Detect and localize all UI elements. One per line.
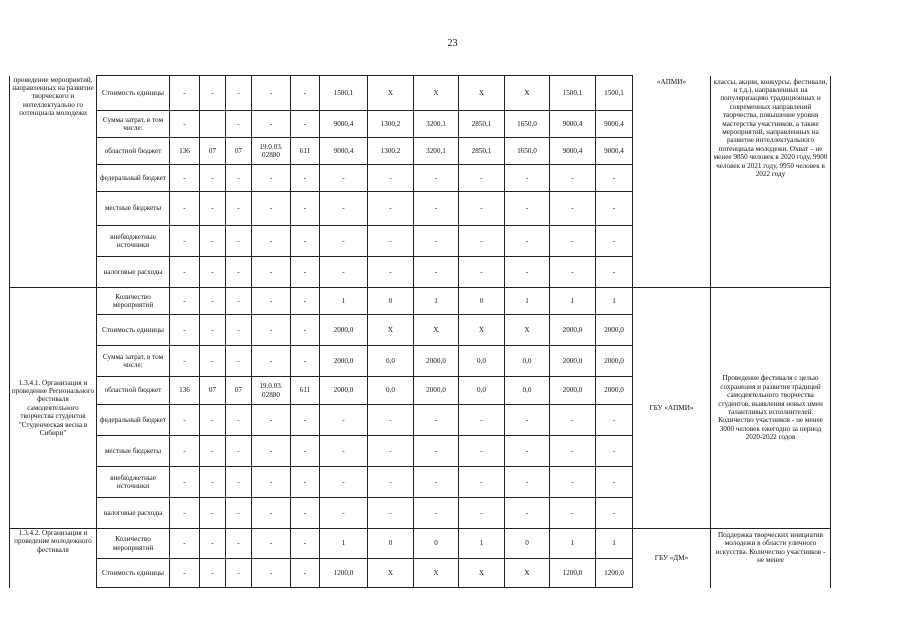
- subsection-code-cell: -: [226, 559, 252, 588]
- year-2020-q-cell: 0: [368, 288, 414, 315]
- year-2022-q-cell: 2850,1: [459, 138, 505, 165]
- year-2021-q-cell: 2000,0: [414, 346, 459, 377]
- section-code-cell: -: [200, 257, 226, 288]
- target-article-cell: 19.0.03. 02880: [252, 138, 291, 165]
- year-2020-q-cell: Х: [368, 559, 414, 588]
- section-code-cell: -: [200, 529, 226, 559]
- expense-type-cell: -: [291, 257, 320, 288]
- year-2021-q-cell: -: [414, 165, 459, 192]
- sum-2-cell: -: [596, 467, 633, 498]
- year-2020-q-cell: -: [368, 436, 414, 467]
- target-article-cell: -: [252, 436, 291, 467]
- sum-2-cell: 1500,1: [596, 76, 633, 111]
- budget-table: [9, 75, 831, 588]
- sum-1-cell: -: [550, 226, 596, 257]
- kbk-code-cell: -: [170, 76, 200, 111]
- year-2020-q-cell: -: [368, 405, 414, 436]
- target-article-cell: -: [252, 315, 291, 346]
- expense-type-cell: -: [291, 76, 320, 111]
- year-2020-q-cell: 0: [368, 529, 414, 559]
- expense-type-cell: -: [291, 315, 320, 346]
- kbk-code-cell: -: [170, 498, 200, 529]
- executor-cell: ГБУ «АПМИ»: [633, 288, 711, 529]
- section-code-cell: -: [200, 226, 226, 257]
- year-2022-q-cell: -: [459, 226, 505, 257]
- row-label: областной бюджет: [97, 377, 170, 405]
- year-2021-q-cell: Х: [414, 76, 459, 111]
- sum-2-cell: -: [596, 192, 633, 226]
- total-cell: -: [320, 436, 368, 467]
- year-2022-q-cell: -: [459, 192, 505, 226]
- section-code-cell: 07: [200, 377, 226, 405]
- year-2020-q-cell: 0,0: [368, 377, 414, 405]
- table-row: [10, 529, 831, 559]
- year-2020-q-cell: 1300,2: [368, 138, 414, 165]
- total-cell: -: [320, 498, 368, 529]
- subsection-code-cell: -: [226, 315, 252, 346]
- subsection-code-cell: -: [226, 111, 252, 138]
- year-x-cell: Х: [505, 76, 550, 111]
- year-2021-q-cell: Х: [414, 315, 459, 346]
- row-label: Стоимость единицы: [97, 315, 170, 346]
- sum-2-cell: 9000,4: [596, 138, 633, 165]
- subsection-code-cell: -: [226, 467, 252, 498]
- expense-type-cell: -: [291, 111, 320, 138]
- expense-type-cell: -: [291, 288, 320, 315]
- year-x-cell: Х: [505, 315, 550, 346]
- table-row: [10, 288, 831, 315]
- kbk-code-cell: -: [170, 467, 200, 498]
- kbk-code-cell: -: [170, 346, 200, 377]
- task-name-cell: 1.3.4.1. Организация и проведение Регионального фестиваля самодеятельного творчества студентов "Студенческая весна в Сибири": [10, 288, 97, 529]
- row-label: Сумма затрат, в том числе:: [97, 346, 170, 377]
- expense-type-cell: -: [291, 529, 320, 559]
- sum-1-cell: -: [550, 498, 596, 529]
- target-article-cell: -: [252, 498, 291, 529]
- subsection-code-cell: -: [226, 288, 252, 315]
- section-code-cell: -: [200, 405, 226, 436]
- kbk-code-cell: -: [170, 165, 200, 192]
- expense-type-cell: -: [291, 226, 320, 257]
- sum-2-cell: 1200,0: [596, 559, 633, 588]
- subsection-code-cell: -: [226, 76, 252, 111]
- target-article-cell: -: [252, 76, 291, 111]
- kbk-code-cell: -: [170, 226, 200, 257]
- row-label: федеральный бюджет: [97, 405, 170, 436]
- subsection-code-cell: -: [226, 165, 252, 192]
- year-2021-q-cell: 3200,1: [414, 111, 459, 138]
- expected-result-cell: Поддержка творческих инициатив молодежи в области уличного искусства. Количество участников - не менее: [711, 529, 831, 588]
- target-article-cell: -: [252, 467, 291, 498]
- section-code-cell: -: [200, 498, 226, 529]
- sum-1-cell: -: [550, 192, 596, 226]
- expense-type-cell: -: [291, 192, 320, 226]
- task-name-cell: 1.3.4.2. Организация и проведение молодежного фестиваля: [10, 529, 97, 588]
- subsection-code-cell: -: [226, 405, 252, 436]
- year-2022-q-cell: Х: [459, 315, 505, 346]
- sum-2-cell: -: [596, 226, 633, 257]
- target-article-cell: -: [252, 257, 291, 288]
- year-x-cell: -: [505, 405, 550, 436]
- sum-1-cell: 9000,4: [550, 111, 596, 138]
- row-label: Сумма затрат, в том числе:: [97, 111, 170, 138]
- year-x-cell: 1650,0: [505, 138, 550, 165]
- year-x-cell: -: [505, 257, 550, 288]
- year-2022-q-cell: Х: [459, 559, 505, 588]
- year-2021-q-cell: 2000,0: [414, 377, 459, 405]
- total-cell: 2000,0: [320, 315, 368, 346]
- target-article-cell: -: [252, 529, 291, 559]
- section-code-cell: -: [200, 192, 226, 226]
- year-x-cell: -: [505, 165, 550, 192]
- row-label: внебюджетные источники: [97, 467, 170, 498]
- year-2020-q-cell: -: [368, 165, 414, 192]
- sum-1-cell: 1: [550, 529, 596, 559]
- sum-1-cell: 2000,0: [550, 377, 596, 405]
- subsection-code-cell: -: [226, 226, 252, 257]
- sum-1-cell: 2000,0: [550, 346, 596, 377]
- sum-2-cell: -: [596, 498, 633, 529]
- total-cell: -: [320, 165, 368, 192]
- sum-1-cell: -: [550, 257, 596, 288]
- sum-2-cell: -: [596, 405, 633, 436]
- sum-1-cell: -: [550, 467, 596, 498]
- table-row: [10, 76, 831, 111]
- year-2021-q-cell: -: [414, 498, 459, 529]
- year-2022-q-cell: -: [459, 467, 505, 498]
- sum-2-cell: 2000,0: [596, 346, 633, 377]
- section-code-cell: -: [200, 467, 226, 498]
- year-2021-q-cell: Х: [414, 559, 459, 588]
- year-x-cell: Х: [505, 559, 550, 588]
- kbk-code-cell: 136: [170, 138, 200, 165]
- sum-2-cell: -: [596, 165, 633, 192]
- sum-1-cell: -: [550, 165, 596, 192]
- sum-1-cell: -: [550, 436, 596, 467]
- row-label: налоговые расходы: [97, 257, 170, 288]
- sum-1-cell: 9000,4: [550, 138, 596, 165]
- year-2021-q-cell: 0: [414, 529, 459, 559]
- expected-result-cell: классы, акции, конкурсы, фестивали, и т.д.), направленных на популяризацию традиционных и современных направлений творчества, повышение уровня мастерства участников, а также мероприятий, направленных на развитие интеллектуального потенциала молодежи. Охват – не менее 9850 человек в 2020 году, 9900 человек в 2021 году, 9950 человек в 2022 году: [711, 76, 831, 288]
- target-article-cell: -: [252, 346, 291, 377]
- year-2022-q-cell: Х: [459, 76, 505, 111]
- section-code-cell: -: [200, 288, 226, 315]
- sum-2-cell: 2000,0: [596, 377, 633, 405]
- target-article-cell: -: [252, 226, 291, 257]
- kbk-code-cell: -: [170, 111, 200, 138]
- expense-type-cell: -: [291, 165, 320, 192]
- sum-2-cell: 1: [596, 288, 633, 315]
- year-2020-q-cell: -: [368, 467, 414, 498]
- year-x-cell: 1650,0: [505, 111, 550, 138]
- year-2020-q-cell: -: [368, 257, 414, 288]
- kbk-code-cell: -: [170, 436, 200, 467]
- total-cell: 1: [320, 288, 368, 315]
- expense-type-cell: -: [291, 436, 320, 467]
- page-number: 23: [447, 38, 458, 49]
- total-cell: -: [320, 192, 368, 226]
- expense-type-cell: 611: [291, 138, 320, 165]
- total-cell: 2000,0: [320, 377, 368, 405]
- year-2022-q-cell: 0,0: [459, 346, 505, 377]
- sum-1-cell: 1: [550, 288, 596, 315]
- sum-1-cell: 2000,0: [550, 315, 596, 346]
- total-cell: -: [320, 467, 368, 498]
- year-2020-q-cell: -: [368, 498, 414, 529]
- expected-result-cell: Проведение фестиваля с целью сохранения и развития традиций самодеятельного творчества студентов, выявления новых имен талантливых исполнителей. Количество участников - не менее 3000 человек ежегодно за период 2020-2022 годов: [711, 288, 831, 529]
- year-2021-q-cell: -: [414, 226, 459, 257]
- subsection-code-cell: 07: [226, 138, 252, 165]
- kbk-code-cell: -: [170, 315, 200, 346]
- row-label: областной бюджет: [97, 138, 170, 165]
- total-cell: -: [320, 257, 368, 288]
- year-2020-q-cell: 1300,2: [368, 111, 414, 138]
- target-article-cell: -: [252, 405, 291, 436]
- row-label: федеральный бюджет: [97, 165, 170, 192]
- year-2022-q-cell: 2850,1: [459, 111, 505, 138]
- year-2021-q-cell: -: [414, 405, 459, 436]
- target-article-cell: -: [252, 559, 291, 588]
- task-name-cell: проведение мероприятий, направленных на развитие творческого и интеллектуально го потенциала молодежи: [10, 76, 97, 288]
- total-cell: -: [320, 226, 368, 257]
- target-article-cell: 19.0.03. 02880: [252, 377, 291, 405]
- expense-type-cell: -: [291, 498, 320, 529]
- total-cell: 1500,1: [320, 76, 368, 111]
- year-2021-q-cell: 3200,1: [414, 138, 459, 165]
- row-label: внебюджетные источники: [97, 226, 170, 257]
- total-cell: 9000,4: [320, 138, 368, 165]
- target-article-cell: -: [252, 288, 291, 315]
- section-code-cell: -: [200, 76, 226, 111]
- row-label: Стоимость единицы: [97, 559, 170, 588]
- row-label: Стоимость единицы: [97, 76, 170, 111]
- year-2022-q-cell: -: [459, 405, 505, 436]
- sum-1-cell: 1200,0: [550, 559, 596, 588]
- year-2020-q-cell: Х: [368, 76, 414, 111]
- expense-type-cell: 611: [291, 377, 320, 405]
- expense-type-cell: -: [291, 467, 320, 498]
- total-cell: -: [320, 405, 368, 436]
- row-label: Количество мероприятий: [97, 529, 170, 559]
- target-article-cell: -: [252, 165, 291, 192]
- subsection-code-cell: -: [226, 346, 252, 377]
- row-label: налоговые расходы: [97, 498, 170, 529]
- section-code-cell: -: [200, 315, 226, 346]
- sum-2-cell: 1: [596, 529, 633, 559]
- section-code-cell: [200, 111, 226, 138]
- expense-type-cell: -: [291, 405, 320, 436]
- section-code-cell: 07: [200, 138, 226, 165]
- kbk-code-cell: -: [170, 192, 200, 226]
- expense-type-cell: -: [291, 559, 320, 588]
- subsection-code-cell: 07: [226, 377, 252, 405]
- year-2022-q-cell: 1: [459, 529, 505, 559]
- year-x-cell: -: [505, 498, 550, 529]
- section-code-cell: -: [200, 559, 226, 588]
- year-2021-q-cell: -: [414, 257, 459, 288]
- sum-2-cell: 2000,0: [596, 315, 633, 346]
- year-x-cell: -: [505, 436, 550, 467]
- total-cell: 2000,0: [320, 346, 368, 377]
- sum-2-cell: 9000,4: [596, 111, 633, 138]
- subsection-code-cell: -: [226, 436, 252, 467]
- year-x-cell: 0,0: [505, 377, 550, 405]
- year-2020-q-cell: -: [368, 192, 414, 226]
- year-x-cell: 0: [505, 529, 550, 559]
- year-x-cell: 1: [505, 288, 550, 315]
- total-cell: 1200,0: [320, 559, 368, 588]
- kbk-code-cell: 136: [170, 377, 200, 405]
- year-2022-q-cell: -: [459, 436, 505, 467]
- year-2022-q-cell: 0: [459, 288, 505, 315]
- target-article-cell: -: [252, 192, 291, 226]
- year-x-cell: -: [505, 467, 550, 498]
- year-2020-q-cell: Х: [368, 315, 414, 346]
- section-code-cell: -: [200, 346, 226, 377]
- year-x-cell: 0,0: [505, 346, 550, 377]
- year-2021-q-cell: -: [414, 436, 459, 467]
- executor-cell: ГБУ «ДМ»: [633, 529, 711, 588]
- executor-cell: «АПМИ»: [633, 76, 711, 288]
- sum-1-cell: -: [550, 405, 596, 436]
- year-2022-q-cell: 0,0: [459, 377, 505, 405]
- kbk-code-cell: -: [170, 288, 200, 315]
- year-2022-q-cell: -: [459, 165, 505, 192]
- year-2020-q-cell: -: [368, 226, 414, 257]
- row-label: Количество мероприятий: [97, 288, 170, 315]
- subsection-code-cell: -: [226, 192, 252, 226]
- year-x-cell: -: [505, 192, 550, 226]
- year-2021-q-cell: -: [414, 192, 459, 226]
- subsection-code-cell: -: [226, 529, 252, 559]
- kbk-code-cell: -: [170, 257, 200, 288]
- expense-type-cell: -: [291, 346, 320, 377]
- year-2021-q-cell: 1: [414, 288, 459, 315]
- year-2022-q-cell: -: [459, 498, 505, 529]
- row-label: местные бюджеты: [97, 436, 170, 467]
- section-code-cell: -: [200, 165, 226, 192]
- year-2020-q-cell: 0,0: [368, 346, 414, 377]
- sum-1-cell: 1500,1: [550, 76, 596, 111]
- year-2021-q-cell: -: [414, 467, 459, 498]
- year-2022-q-cell: -: [459, 257, 505, 288]
- kbk-code-cell: -: [170, 405, 200, 436]
- subsection-code-cell: -: [226, 257, 252, 288]
- row-label: местные бюджеты: [97, 192, 170, 226]
- target-article-cell: -: [252, 111, 291, 138]
- kbk-code-cell: -: [170, 559, 200, 588]
- section-code-cell: -: [200, 436, 226, 467]
- sum-2-cell: -: [596, 436, 633, 467]
- subsection-code-cell: -: [226, 498, 252, 529]
- year-x-cell: -: [505, 226, 550, 257]
- total-cell: 1: [320, 529, 368, 559]
- sum-2-cell: -: [596, 257, 633, 288]
- kbk-code-cell: -: [170, 529, 200, 559]
- total-cell: 9000,4: [320, 111, 368, 138]
